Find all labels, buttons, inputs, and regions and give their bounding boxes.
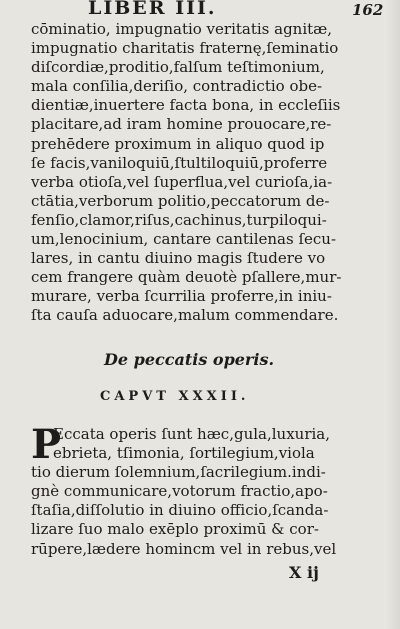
- text-line: impugnatio charitatis fraternę,ſeminatio: [31, 39, 339, 58]
- page-edge-shadow: [386, 0, 400, 629]
- running-head: LIBER III.: [88, 0, 217, 19]
- text-line: lares, in cantu diuino magis ſtudere vo: [31, 249, 326, 268]
- text-line: rūpere,lædere homincm vel in rebus,vel: [31, 539, 337, 558]
- page-header: [0, 0, 400, 20]
- text-line: dientiæ,inuertere facta bona, in eccleſiis: [31, 96, 341, 115]
- text-line: ſe facis,vaniloquiū,ſtultiloquiū,proferre: [31, 153, 328, 172]
- drop-cap-initial: P: [31, 421, 62, 468]
- text-line: murare, verba ſcurrilia proferre,in iniu-: [31, 287, 332, 306]
- page-number: 162: [352, 1, 384, 19]
- text-line: diſcordiæ,proditio,falſum teſtimonium,: [31, 58, 325, 77]
- body-text: [31, 20, 367, 326]
- text-line: tio dierum ſolemnium,ſacrilegium.indi-: [31, 463, 326, 482]
- text-line: fenſio,clamor,riſus,cachinus,turpiloqui-: [31, 210, 327, 229]
- text-line: mala conſilia,deriſio, contradictio obe-: [31, 77, 323, 96]
- text-line: ctātia,verborum politio,peccatorum de-: [31, 191, 330, 210]
- text-line: placitare,ad iram homine prouocare,re-: [31, 115, 332, 134]
- text-line: ſtaſia,diſſolutio in diuino officio,ſcanda-: [31, 501, 329, 520]
- section-heading: De peccatis operis.: [104, 350, 275, 369]
- text-line: ſta cauſa aduocare,malum commendare.: [31, 306, 339, 325]
- text-line: um,lenocinium, cantare cantilenas ſecu-: [31, 230, 337, 249]
- text-line: verba otioſa,vel ſuperflua,vel curioſa,ia-: [31, 172, 333, 191]
- chapter-heading: CAPVT XXXII.: [100, 389, 250, 404]
- text-line: prehēdere proximum in aliquo quod ip: [31, 134, 325, 153]
- text-line: cōminatio, impugnatio veritatis agnitæ,: [31, 20, 333, 38]
- text-line: cem frangere quàm deuotè pſallere,mur-: [31, 268, 342, 287]
- text-line: ebrieta, tſimonia, ſortilegium,viola: [53, 444, 315, 463]
- text-line: lizare ſuo malo exēplo proximū & cor-: [31, 520, 319, 539]
- chapter-text: [31, 421, 371, 559]
- text-line: gnè communicare,votorum fractio,apo-: [31, 482, 328, 501]
- text-line: Eccata operis ſunt hæc,gula,luxuria,: [53, 425, 331, 443]
- signature-mark: X ij: [289, 563, 319, 582]
